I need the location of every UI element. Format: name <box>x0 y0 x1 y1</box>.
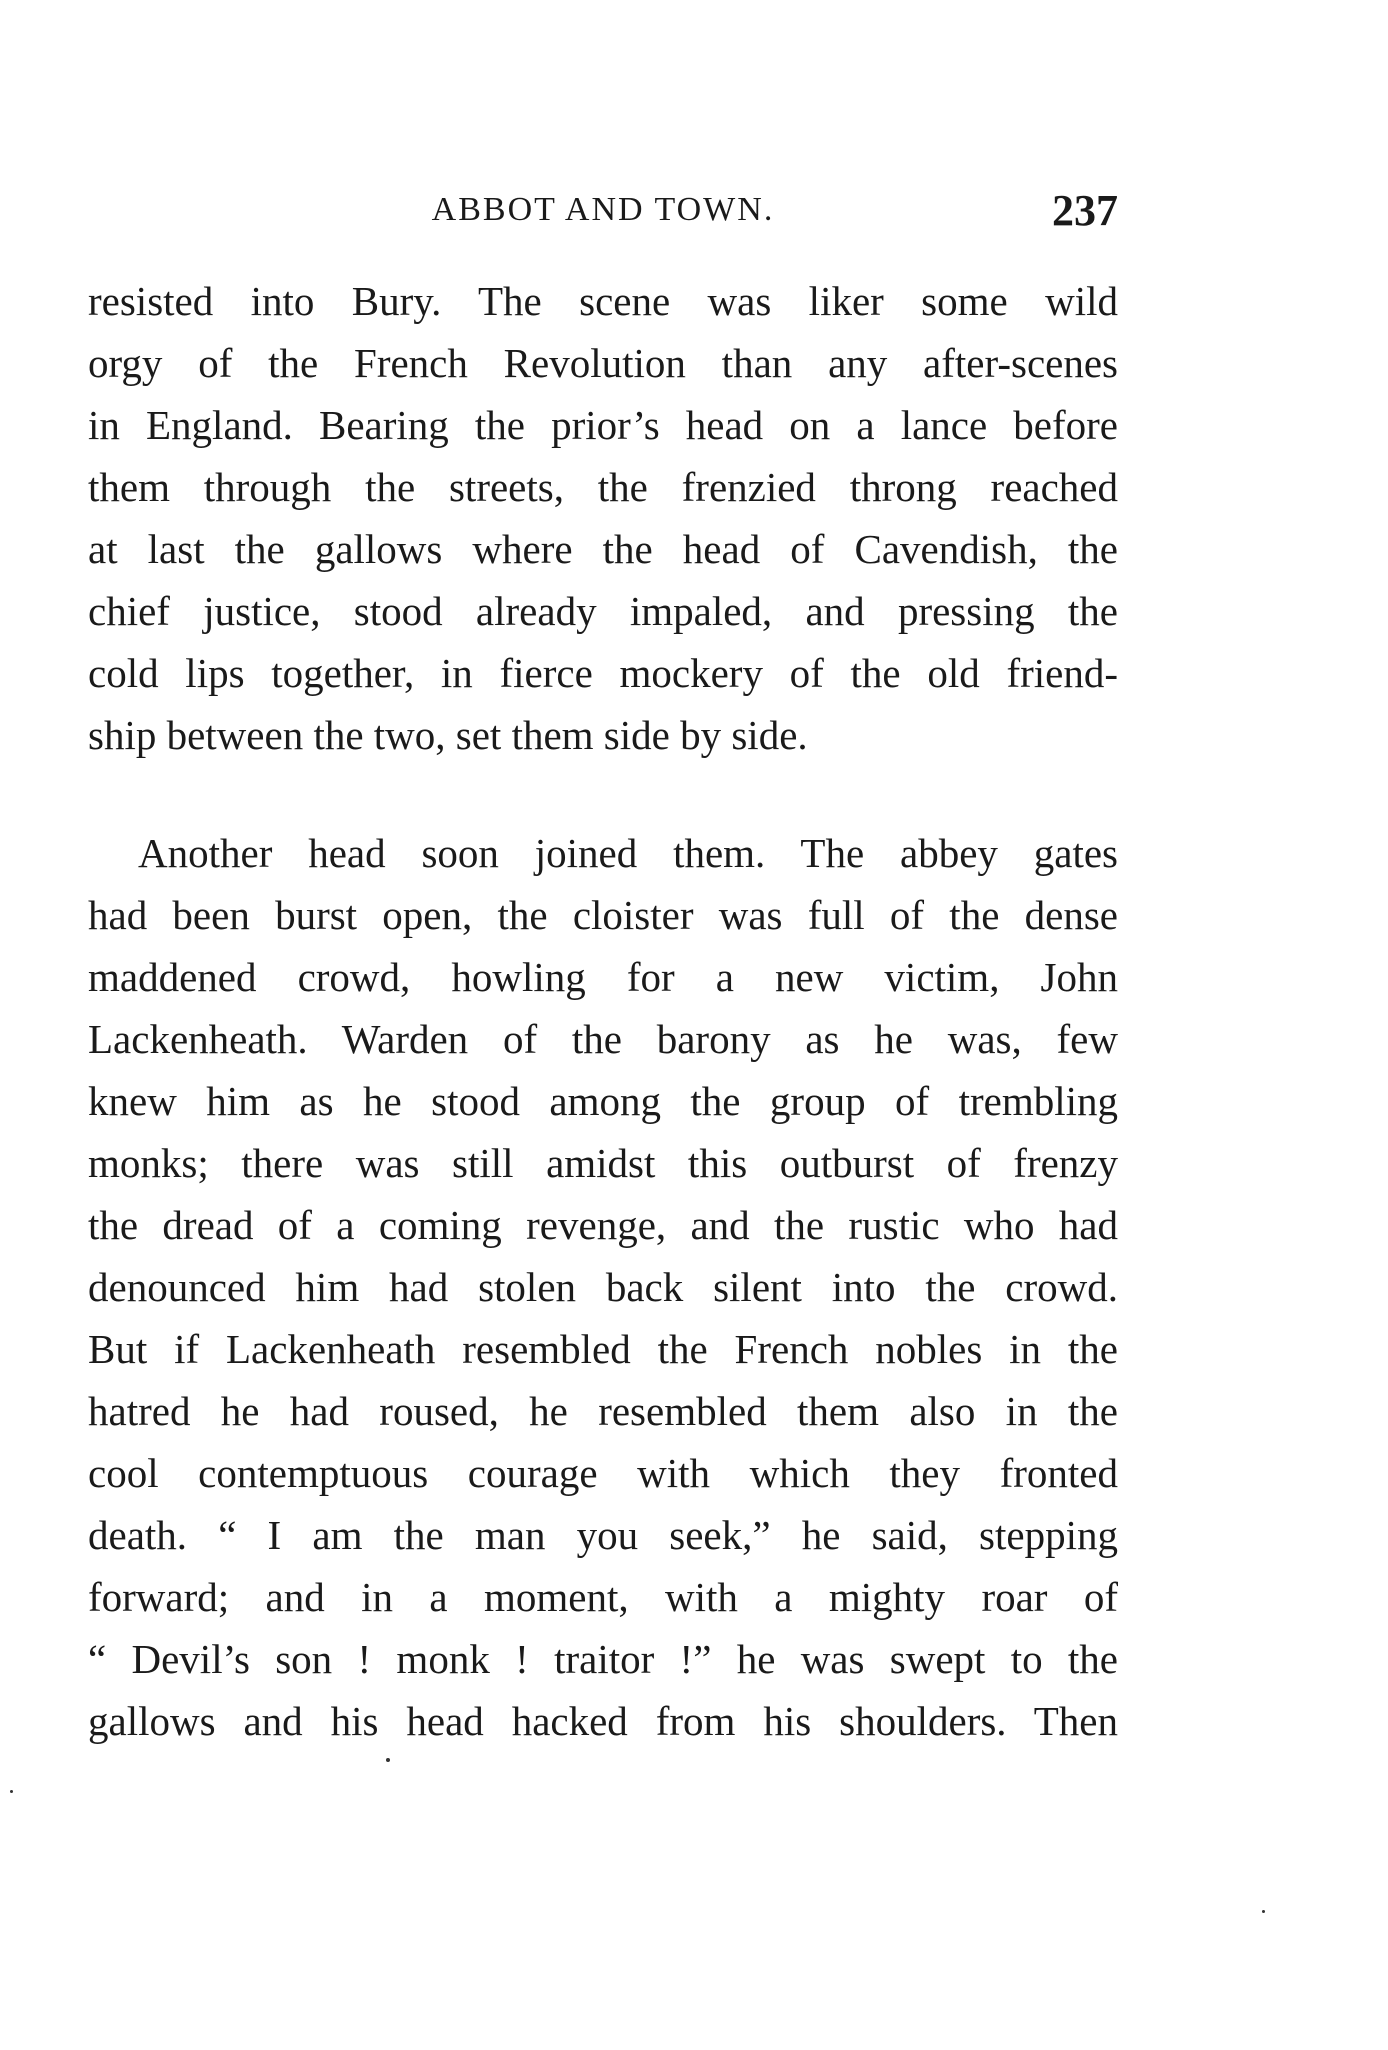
text-line: maddened crowd, howling for a new victim, John <box>88 954 1118 1000</box>
text-line: Another head soon joined them. The abbey gates <box>138 830 1118 876</box>
paper-speck <box>386 1758 390 1762</box>
text-line: “ Devil’s son ! monk ! traitor !” he was swept to the <box>88 1636 1118 1682</box>
text-line: ship between the two, set them side by side. <box>88 712 808 758</box>
text-line: at last the gallows where the head of Cavendish, the <box>88 526 1118 572</box>
paper-speck <box>1262 1910 1265 1913</box>
paragraph-1 <box>88 270 1118 766</box>
text-line: gallows and his head hacked from his shoulders. Then <box>88 1698 1118 1744</box>
text-line: But if Lackenheath resembled the French nobles in the <box>88 1326 1118 1372</box>
text-line: death. “ I am the man you seek,” he said, stepping <box>88 1512 1118 1558</box>
text-line: Lackenheath. Warden of the barony as he was, few <box>88 1016 1118 1062</box>
text-line: them through the streets, the frenzied throng reached <box>88 464 1118 510</box>
text-line: resisted into Bury. The scene was liker some wild <box>88 278 1118 324</box>
text-line: denounced him had stolen back silent into the crowd. <box>88 1264 1118 1310</box>
running-header <box>88 185 1118 245</box>
running-title: ABBOT AND TOWN. <box>431 191 775 228</box>
text-line: chief justice, stood already impaled, and pressing the <box>88 588 1118 634</box>
page-number: 237 <box>1052 186 1118 235</box>
paper-speck <box>10 1790 13 1793</box>
text-line: monks; there was still amidst this outburst of frenzy <box>88 1140 1118 1186</box>
text-line: orgy of the French Revolution than any after-scenes <box>88 340 1118 386</box>
text-line: cool contemptuous courage with which they fronted <box>88 1450 1118 1496</box>
text-line: in England. Bearing the prior’s head on a lance before <box>88 402 1118 448</box>
text-line: hatred he had roused, he resembled them also in the <box>88 1388 1118 1434</box>
text-line: the dread of a coming revenge, and the rustic who had <box>88 1202 1118 1248</box>
text-line: cold lips together, in fierce mockery of the old friend- <box>88 650 1118 696</box>
text-line: had been burst open, the cloister was full of the dense <box>88 892 1118 938</box>
text-line: knew him as he stood among the group of trembling <box>88 1078 1118 1124</box>
text-line: forward; and in a moment, with a mighty roar of <box>88 1574 1118 1620</box>
paragraph-2 <box>88 822 1118 1752</box>
